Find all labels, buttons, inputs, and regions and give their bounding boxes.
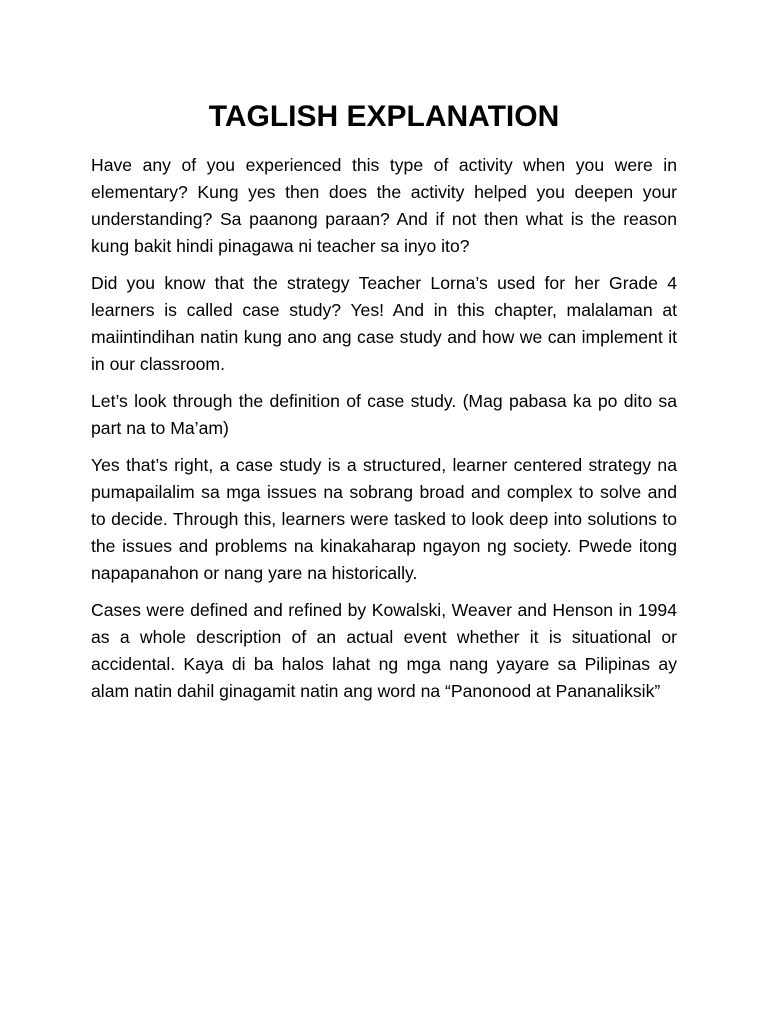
paragraph-definition-prompt: Let’s look through the definition of case study. (Mag pabasa ka po dito sa part na to Ma’am) — [91, 391, 677, 438]
page-title: TAGLISH EXPLANATION — [208, 100, 560, 133]
paragraph-case-study-definition: Yes that’s right, a case study is a structured, learner centered strategy na pumapailalim sa mga issues na sobrang broad and complex to solve and to decide. Through this, learners were tasked to look deep into solutions to the issues and problems na kinakaharap ngayon ng society. Pwede itong napapanahon or nang yare na historically. — [91, 455, 677, 583]
document-page — [91, 96, 677, 715]
paragraph-history: Cases were defined and refined by Kowalski, Weaver and Henson in 1994 as a whole description of an actual event whether it is situational or accidental. Kaya di ba halos lahat ng mga nang yayare sa Pilipinas ay alam natin dahil ginagamit natin ang word na “Panonood at Pananaliksik” — [91, 600, 677, 701]
paragraph-intro: Have any of you experienced this type of activity when you were in elementary? Kung yes then does the activity helped you deepen your understanding? Sa paanong paraan? And if not then what is the reason kung bakit hindi pinagawa ni teacher sa inyo ito? — [91, 155, 677, 256]
paragraph-strategy: Did you know that the strategy Teacher Lorna’s used for her Grade 4 learners is called case study? Yes! And in this chapter, malalaman at maiintindihan natin kung ano ang case study and how we can implement it in our classroom. — [91, 273, 677, 374]
